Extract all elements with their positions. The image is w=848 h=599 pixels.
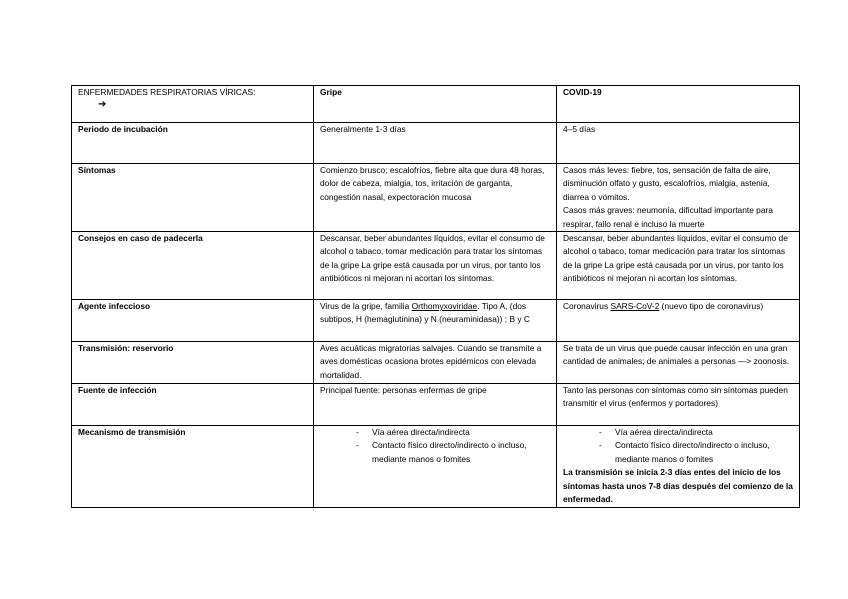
table-row	[72, 384, 800, 426]
cell-covid-incubacion: 4–5 días	[557, 123, 800, 164]
cell-gripe-mecanismo	[314, 426, 557, 508]
comparison-table	[71, 85, 800, 508]
covid-sintomas-graves: Casos más graves: neumonía, dificultad importante para respirar, fallo renal e incluso la muerte	[563, 205, 773, 229]
table-row	[72, 300, 800, 342]
row-label-incubacion: Periodo de incubación	[72, 123, 314, 164]
list-item: - Vía aérea directa/indirecta	[356, 426, 553, 439]
gripe-agente-post: . Tipo A, (dos subtipos, H (hemaglutinina) y N (neuraminidasa)) ; B y C	[320, 301, 530, 325]
list-item: - Vía aérea directa/indirecta	[599, 426, 796, 439]
header-cell-gripe: Gripe	[314, 86, 557, 123]
table-row	[72, 426, 800, 508]
cell-covid-mecanismo	[557, 426, 800, 508]
cell-covid-transmision: Se trata de un virus que puede causar infección en una gran cantidad de animales; de animales a personas —> zoonosis.	[557, 342, 800, 384]
header-cell-covid: COVID-19	[557, 86, 800, 123]
table-row	[72, 342, 800, 384]
covid-agente-post: (nuevo tipo de coronavirus)	[659, 301, 764, 312]
cell-gripe-sintomas: Comienzo brusco; escalofríos, fiebre alta que dura 48 horas, dolor de cabeza, mialgia, tos, irritación de garganta, congestión nasal, expectoración mucosa	[314, 164, 557, 232]
header-diseases-label: ENFERMEDADES RESPIRATORIAS VÍRICAS:	[78, 87, 256, 97]
arrow-right-icon: ➔	[98, 99, 107, 111]
row-label-sintomas: Síntomas	[72, 164, 314, 232]
cell-gripe-consejos: Descansar, beber abundantes líquidos, evitar el consumo de alcohol o tabaco, tomar medicación para tratar los síntomas de la gripe La gripe está causada por un virus, por tanto los antibióticos ni mejoran ni acortan los síntomas.	[314, 232, 557, 300]
cell-gripe-fuente: Principal fuente: personas enfermas de gripe	[314, 384, 557, 426]
gripe-mecanismo-list	[320, 426, 553, 466]
header-cell-diseases	[72, 86, 314, 123]
cell-covid-agente	[557, 300, 800, 342]
cell-gripe-incubacion: Generalmente 1-3 días	[314, 123, 557, 164]
sars-cov-2-link[interactable]: SARS-CoV-2	[610, 301, 660, 312]
row-label-transmision-reservorio: Transmisión: reservorio	[72, 342, 314, 384]
cell-covid-sintomas	[557, 164, 800, 232]
cell-gripe-transmision: Aves acuáticas migratorias salvajes. Cuando se transmite a aves domésticas ocasiona brotes epidémicos con elevada mortalidad.	[314, 342, 557, 384]
gripe-agente-pre: Virus de la gripe, familia	[320, 301, 412, 312]
covid-sintomas-leves: Casos más leves: fiebre, tos, sensación de falta de aire, disminución olfato y gusto, escalofríos, mialgia, astenia, diarrea o vómitos.	[563, 165, 771, 202]
cell-covid-fuente: Tanto las personas con síntomas como sin síntomas pueden transmitir el virus (enfermos y portadores)	[557, 384, 800, 426]
covid-agente-pre: Coronavirus	[563, 301, 611, 312]
table-row	[72, 232, 800, 300]
table-row	[72, 123, 800, 164]
row-label-consejos: Consejos en caso de padecerla	[72, 232, 314, 300]
cell-gripe-agente	[314, 300, 557, 342]
covid-transmision-note: La transmisión se inicia 2-3 días entes del inicio de los síntomas hasta unos 7-8 días después del comienzo de la enfermedad.	[563, 467, 793, 505]
covid-mecanismo-list	[563, 426, 796, 466]
row-label-mecanismo: Mecanismo de transmisión	[72, 426, 314, 508]
list-item: - Contacto físico directo/indirecto o incluso, mediante manos o fomites	[356, 439, 553, 466]
row-label-fuente: Fuente de infección	[72, 384, 314, 426]
list-item: - Contacto físico directo/indirecto o incluso, mediante manos o fomites	[599, 439, 796, 466]
table-row	[72, 86, 800, 123]
row-label-agente: Agente infeccioso	[72, 300, 314, 342]
orthomyxoviridae-link[interactable]: Orthomyxoviridae	[411, 301, 478, 312]
table-row	[72, 164, 800, 232]
cell-covid-consejos: Descansar, beber abundantes líquidos, evitar el consumo de alcohol o tabaco, tomar medicación para tratar los síntomas de la gripe La gripe está causada por un virus, por tanto los antibióticos ni mejoran ni acortan los síntomas.	[557, 232, 800, 300]
